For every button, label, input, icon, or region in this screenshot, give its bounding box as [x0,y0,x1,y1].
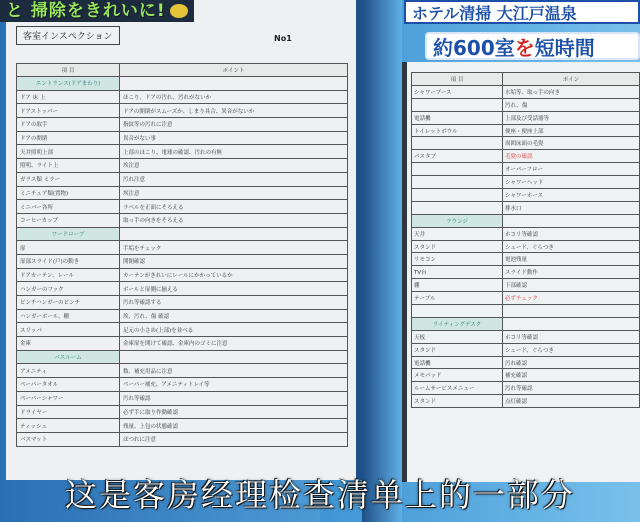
table-row [412,163,640,176]
table-row [412,137,640,150]
point-cell: 上部及び受話器等 [503,111,640,124]
table-row [412,253,640,266]
item-cell: バスタブ [412,150,503,163]
point-cell: カーテンがきれいにレールにかかっているか [120,268,348,282]
item-cell: スリッパ [17,323,120,337]
item-cell: ドア 床 上 [17,90,120,104]
item-cell [412,189,503,202]
item-cell [412,137,503,150]
doc-number: No1 [274,34,292,43]
section-row [17,350,348,364]
column-header: 項 目 [412,73,503,86]
point-cell: 汚れ等確認 [120,391,348,405]
point-cell: ほこり、ドアの汚れ、汚れがないか [120,90,348,104]
item-cell: シャワーブース [412,85,503,98]
table-row [17,200,348,214]
point-cell: 下部確認 [503,279,640,292]
table-row [17,405,348,419]
item-cell: メモパッド [412,369,503,382]
point-cell [120,350,348,364]
left-banner [0,0,194,22]
table-row [412,124,640,137]
point-cell: シャワーヘッド [503,176,640,189]
item-cell: 電話機 [412,356,503,369]
item-cell: 金庫 [17,337,120,351]
point-cell: 周囲床面の毛髪 [503,137,640,150]
point-cell: 足元の小さめ(上部)を並べる [120,323,348,337]
item-cell: ドライヤー [17,405,120,419]
table-row [17,90,348,104]
column-header: ポイン [503,73,640,86]
table-row [17,391,348,405]
table-header-row [412,73,640,86]
item-cell: ガラス類 ミラー [17,172,120,186]
item-cell: アメニティ [17,364,120,378]
point-cell: 補充確認 [503,369,640,382]
point-cell: 汚れ確認 [503,356,640,369]
point-cell: 汚れ注意 [120,172,348,186]
table-row [17,378,348,392]
section-row [412,214,640,227]
point-cell: 埃注意 [120,159,348,173]
point-cell: 数、補充用品に注意 [120,364,348,378]
item-cell: 天井 [412,227,503,240]
point-cell [503,317,640,330]
point-cell: 手垢をチェック [120,241,348,255]
doc-title: 客室インスペクション [16,26,120,45]
item-cell [412,163,503,176]
item-cell: ティッシュ [17,419,120,433]
point-cell [120,227,348,241]
table-row [412,176,640,189]
section-row [17,77,348,91]
point-cell: 点灯確認 [503,395,640,408]
section-row [17,227,348,241]
table-row [412,369,640,382]
column-header: ポイント [120,64,348,77]
flower-icon [170,4,188,18]
point-cell: ホコリ等確認 [503,330,640,343]
right-banner: ホテル清掃 大江戸温泉 [404,0,640,24]
table-row [17,282,348,296]
table-row [17,186,348,200]
item-cell: 電話機 [412,111,503,124]
table-row [17,213,348,227]
table-row [17,309,348,323]
item-cell: テーブル [412,292,503,305]
item-cell: ハンガーのフック [17,282,120,296]
table-row [412,330,640,343]
item-cell: リモコン [412,253,503,266]
table-row [412,266,640,279]
table-row [17,145,348,159]
subbanner-suffix: 短時間 [534,36,595,60]
table-row [412,292,640,305]
item-cell: ドアの開閉 [17,131,120,145]
table-row [412,150,640,163]
table-row [17,323,348,337]
item-cell: スタンド [412,395,503,408]
point-cell: シェード、ぐらつき [503,343,640,356]
section-row [412,317,640,330]
right-checklist-table [411,72,640,408]
point-cell: 便座・便座上部 [503,124,640,137]
right-checklist-sheet [402,62,640,482]
table-row [412,382,640,395]
point-cell: 必ずチェック [503,292,640,305]
table-row [17,159,348,173]
table-row [17,254,348,268]
table-row [412,305,640,318]
point-cell: 汚れ等確認する [120,296,348,310]
point-cell: ボールと扉側に揃える [120,282,348,296]
table-row [412,356,640,369]
table-row [17,419,348,433]
table-row [412,201,640,214]
subbanner-prefix: 約600室 [433,36,515,60]
table-row [412,98,640,111]
table-header-row [17,64,348,77]
left-checklist-table [16,63,348,447]
point-cell: 電池残量 [503,253,640,266]
item-cell: ラウンジ [412,214,503,227]
item-cell [412,305,503,318]
point-cell: 汚れ、傷 [503,98,640,111]
point-cell: シャワーホース [503,189,640,202]
item-cell: ミニチュア類(置物) [17,186,120,200]
item-cell: ルームサービスメニュー [412,382,503,395]
table-row [17,296,348,310]
left-checklist-sheet [6,0,362,480]
item-cell: ドアの取手 [17,118,120,132]
item-cell: ドアストッパー [17,104,120,118]
point-cell: 排水口 [503,201,640,214]
item-cell: TV台 [412,266,503,279]
item-cell: 扉 [17,241,120,255]
table-row [412,189,640,202]
item-cell: ライティングデスク [412,317,503,330]
table-row [17,104,348,118]
point-cell: ほつれに注意 [120,432,348,446]
table-row [412,85,640,98]
point-cell: ホコリ等確認 [503,227,640,240]
column-header: 項 目 [17,64,120,77]
item-cell: 天井照明上部 [17,145,120,159]
point-cell: オーバーフロー [503,163,640,176]
table-row [412,279,640,292]
item-cell: 照明、ライト上 [17,159,120,173]
point-cell: シェード、ぐらつき [503,240,640,253]
video-subtitle: 这是客房经理检查清单上的一部分 [64,476,575,514]
item-cell: スタンド [412,240,503,253]
point-cell: スライド動作 [503,266,640,279]
item-cell: バスマット [17,432,120,446]
item-cell: ピンチハンガーのピンチ [17,296,120,310]
point-cell: 汚れ等確認 [503,382,640,395]
item-cell: コーヒーカップ [17,213,120,227]
table-row [412,240,640,253]
table-row [17,364,348,378]
divider [362,0,402,522]
table-row [17,118,348,132]
point-cell: 必ず手に取り作動確認 [120,405,348,419]
point-cell: 残量、上包の状態確認 [120,419,348,433]
point-cell: 金庫扉を開けて確認、金庫内のゴミに注意 [120,337,348,351]
subbanner-mid: を [514,36,535,60]
table-row [17,241,348,255]
right-subbanner [425,32,640,60]
point-cell: ラベルを正面にそろえる [120,200,348,214]
point-cell: 異音がない事 [120,131,348,145]
item-cell: バスルーム [17,350,120,364]
item-cell: ペーパーシャワー [17,391,120,405]
table-row [412,111,640,124]
table-row [412,227,640,240]
item-cell: ペーパータオル [17,378,120,392]
item-cell [412,201,503,214]
point-cell [503,214,640,227]
item-cell [412,98,503,111]
table-row [17,268,348,282]
item-cell: エントランス(ドアまわり) [17,77,120,91]
item-cell: ワードローブ [17,227,120,241]
table-row [412,343,640,356]
point-cell: 埃注意 [120,186,348,200]
table-row [17,432,348,446]
item-cell: スタンド [412,343,503,356]
point-cell: 上部のほこり、電球の確認、汚れの有無 [120,145,348,159]
table-row [17,172,348,186]
item-cell [412,176,503,189]
item-cell: 扉部スライド(戸)の動き [17,254,120,268]
item-cell: 天板 [412,330,503,343]
point-cell [120,77,348,91]
item-cell: ハンガーボール、棚 [17,309,120,323]
item-cell: トイレットボウル [412,124,503,137]
point-cell: ペーパー補充、アメニティトレイ等 [120,378,348,392]
point-cell [503,305,640,318]
point-cell: 埃、汚れ、傷 確認 [120,309,348,323]
point-cell: 毛髪の確認 [503,150,640,163]
point-cell: ドアの開閉がスムーズか、しまり具合、異音がないか [120,104,348,118]
item-cell: ミニバー各所 [17,200,120,214]
table-row [17,131,348,145]
item-cell: ドアカーテン、レール [17,268,120,282]
point-cell: 水垢等、取っ手の向き [503,85,640,98]
point-cell: 取っ手の向きをそろえる [120,213,348,227]
table-row [17,337,348,351]
table-row [412,395,640,408]
item-cell: 棚 [412,279,503,292]
point-cell: 開閉確認 [120,254,348,268]
point-cell: 指紋等の汚れに注意 [120,118,348,132]
left-banner-text: と 掃除をきれいに! [6,1,166,21]
